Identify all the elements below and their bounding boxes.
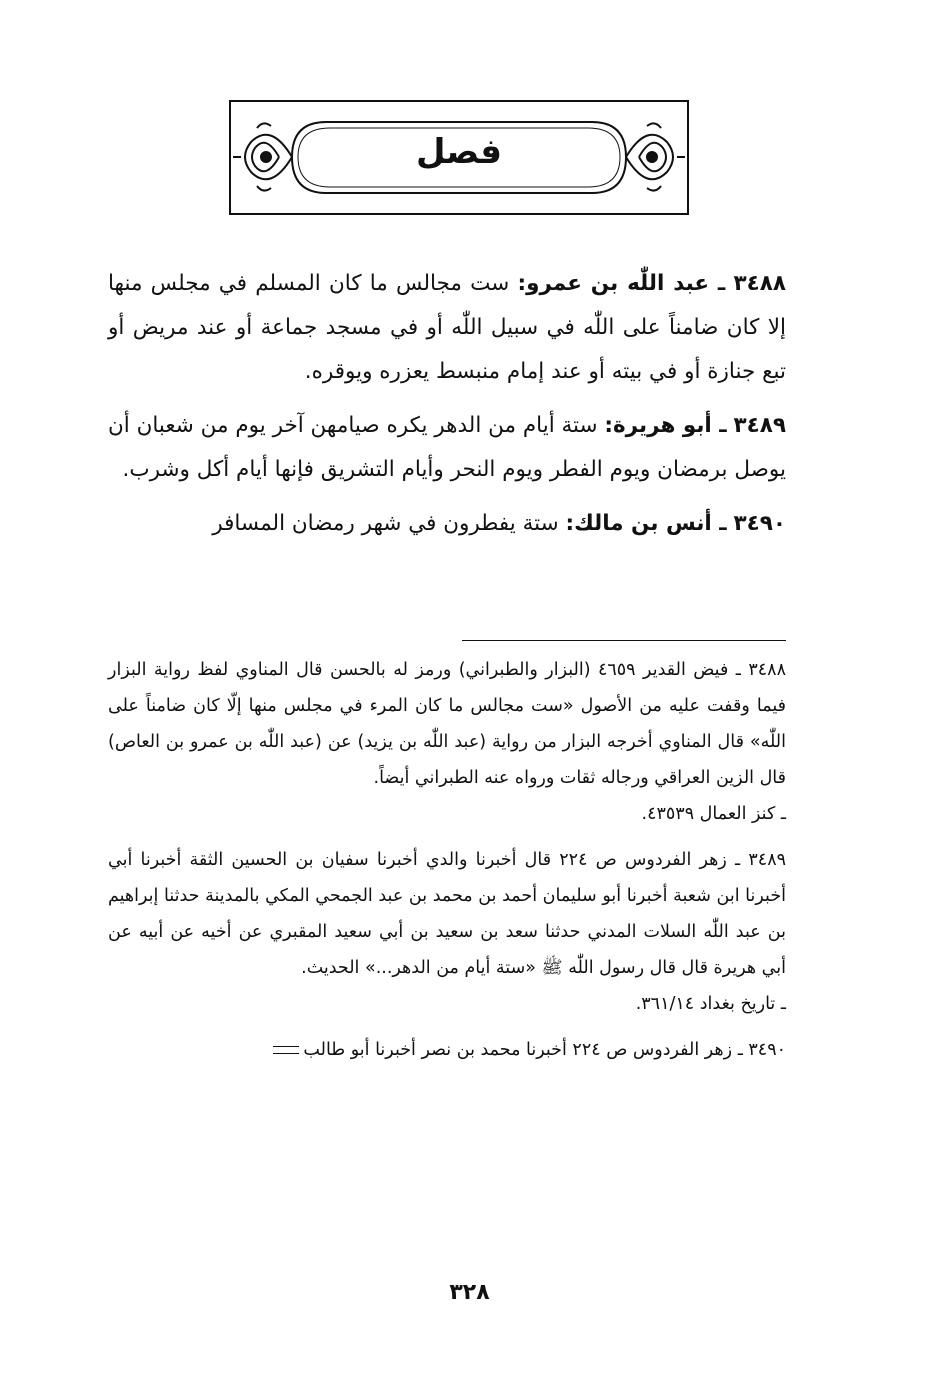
footnote: ٣٤٩٠ ـ زهر الفردوس ص ٢٢٤ أخبرنا محمد بن نصر أخبرنا أبو طالب	[108, 1032, 786, 1068]
footnote-text: فيض القدير ٤٦٥٩ (البزار والطبراني) ورمز له بالحسن قال المناوي لفظ رواية البزار فيما وقفت عليه من الأصول «ست مجالس ما كان المرء في مجلس منها إلّا كان ضامناً على اللّٰه» قال المناوي أخرجه البزار من رواية (عبد اللّٰه بن يزيد) عن (عبد اللّٰه بن عمرو بن العاص) قال الزين العراقي ورجاله ثقات ورواه عنه الطبراني أيضاً.	[108, 660, 786, 788]
entry-text: ستة يفطرون في شهر رمضان المسافر	[212, 511, 559, 536]
entry-number: ٣٤٨٨	[733, 271, 787, 296]
chapter-title-frame	[229, 100, 689, 215]
entry-narrator: أبو هريرة:	[604, 413, 712, 438]
page-number: ٣٢٨	[449, 1280, 490, 1305]
entry-narrator: أنس بن مالك:	[565, 511, 712, 536]
footnote-reference: تاريخ بغداد ٣٦١/١٤.	[635, 994, 776, 1014]
chapter-title: فصل	[415, 132, 503, 172]
entry-text: ستة أيام من الدهر يكره صيامهن آخر يوم من شعبان أن يوصل برمضان ويوم الفطر ويوم النحر وأيام التشريق فإنها أيام أكل وشرب.	[107, 413, 786, 482]
footnote-reference: كنز العمال ٤٣٥٣٩.	[641, 804, 776, 824]
footnotes	[108, 652, 786, 1078]
hadith-entry: ٣٤٨٨ ـ عبد اللّٰه بن عمرو: ست مجالس ما كان المسلم في مجلس منها إلا كان ضامناً على اللّٰه في سبيل اللّٰه أو في مسجد جماعة أو عند مريض أو تبع جنازة أو في بيته أو عند إمام منبسط يعزره ويوقره.	[108, 271, 787, 384]
hadith-entry: ٣٤٨٩ ـ أبو هريرة: ستة أيام من الدهر يكره صيامهن آخر يوم من شعبان أن يوصل برمضان ويوم الفطر ويوم النحر وأيام التشريق فإنها أيام أكل وشرب.	[107, 413, 786, 482]
entry-text: ست مجالس ما كان المسلم في مجلس منها إلا كان ضامناً على اللّٰه في سبيل اللّٰه أو في مسجد جماعة أو عند مريض أو تبع جنازة أو في بيته أو عند إمام منبسط يعزره ويوقره.	[108, 271, 786, 384]
footnote-number: ٣٤٩٠	[748, 1040, 786, 1060]
hadith-entry: ٣٤٩٠ ـ أنس بن مالك: ستة يفطرون في شهر رمضان المسافر	[212, 511, 786, 536]
footnote-number: ٣٤٨٩	[748, 850, 786, 870]
main-text	[108, 262, 786, 556]
footnote-text: زهر الفردوس ص ٢٢٤ قال أخبرنا والدي أخبرنا سفيان بن الحسين الثقة أخبرنا أبي أخبرنا ابن شعبة أخبرنا أبو سليمان أحمد بن محمد بن عبد الجمحي المكي بالمدينة حدثنا إبراهيم بن عبد اللّٰه السلات المدني حدثنا سعد بن سعيد بن أبي سعيد المقبري عن أخيه عن أبيه عن أبي هريرة قال قال رسول اللّٰه ﷺ «ستة أيام من الدهر...» الحديث.	[108, 850, 786, 978]
footnote-separator	[462, 640, 786, 641]
entry-number: ٣٤٩٠	[733, 511, 786, 536]
footnote-text: زهر الفردوس ص ٢٢٤ أخبرنا محمد بن نصر أخبرنا أبو طالب	[303, 1040, 733, 1060]
entry-narrator: عبد اللّٰه بن عمرو:	[517, 271, 710, 296]
footnote-number: ٣٤٨٨	[748, 660, 786, 680]
entry-number: ٣٤٨٩	[733, 413, 786, 438]
footnote: ٣٤٨٩ ـ زهر الفردوس ص ٢٢٤ قال أخبرنا والدي أخبرنا سفيان بن الحسين الثقة أخبرنا أبي أخبرنا ابن شعبة أخبرنا أبو سليمان أحمد بن محمد بن عبد الجمحي المكي بالمدينة حدثنا إبراهيم بن عبد اللّٰه السلات المدني حدثنا سعد بن سعيد بن أبي سعيد المقبري عن أخيه عن أبيه عن أبي هريرة قال قال رسول اللّٰه ﷺ «ستة أيام من الدهر...» الحديث. ـ تاريخ بغداد ٣٦١/١٤.	[108, 850, 786, 1014]
footnote: ٣٤٨٨ ـ فيض القدير ٤٦٥٩ (البزار والطبراني) ورمز له بالحسن قال المناوي لفظ رواية البزار فيما وقفت عليه من الأصول «ست مجالس ما كان المرء في مجلس منها إلّا كان ضامناً على اللّٰه» قال المناوي أخرجه البزار من رواية (عبد اللّٰه بن يزيد) عن (عبد اللّٰه بن عمرو بن العاص) قال الزين العراقي ورجاله ثقات ورواه عنه الطبراني أيضاً. ـ كنز العمال ٤٣٥٣٩.	[108, 660, 786, 824]
continuation-mark-icon	[273, 1046, 299, 1054]
